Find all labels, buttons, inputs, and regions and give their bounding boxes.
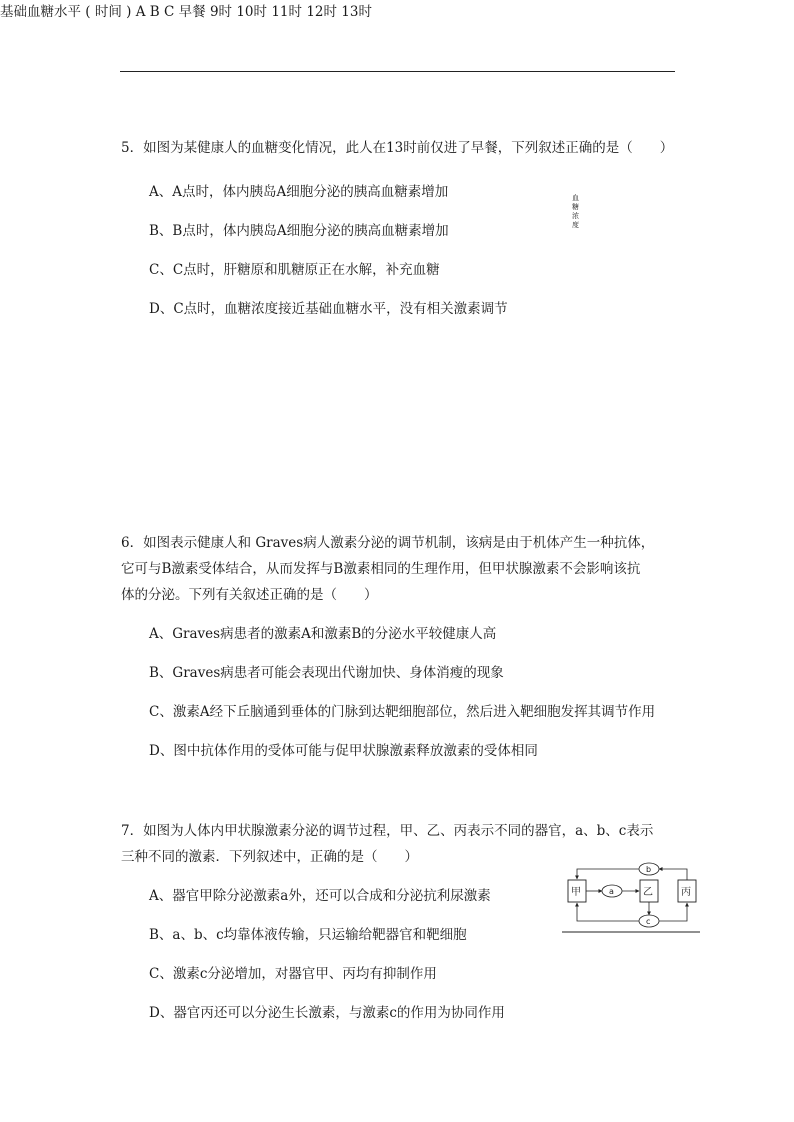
chart-tick-4: 12时 — [306, 4, 337, 20]
chart-point-a: A — [135, 4, 146, 20]
question-6-line-2: 它可与B激素受体结合，从而发挥与B激素相同的生理作用，但甲状腺激素不会影响该抗 — [121, 561, 641, 577]
chart-ylabel-2: 糖 — [572, 203, 579, 211]
question-5-text: 5．如图为某健康人的血糖变化情况，此人在13时前仅进了早餐，下列叙述正确的是（ ） — [121, 140, 674, 156]
q6-option-b: B、Graves病患者可能会表现出代谢加快、身体消瘦的现象 — [149, 665, 504, 681]
blood-glucose-chart — [568, 186, 702, 268]
question-6-stem — [121, 530, 681, 608]
chart-tick-1: 9时 — [209, 4, 233, 20]
chart-tick-2: 10时 — [236, 4, 268, 20]
q7-option-d: D、器官丙还可以分泌生长激素，与激素c的作用为协同作用 — [149, 1005, 505, 1021]
hormone-label-c: c — [646, 917, 651, 926]
question-6-line-1: 6．如图表示健康人和 Graves病人激素分泌的调节机制，该病是由于机体产生一种抗体， — [121, 535, 655, 551]
hormone-label-a: a — [609, 887, 614, 896]
q5-option-a: A、A点时，体内胰岛A细胞分泌的胰高血糖素增加 — [149, 184, 449, 200]
chart-xunit: ( — [85, 4, 91, 20]
q6-option-d: D、图中抗体作用的受体可能与促甲状腺激素释放激素的受体相同 — [149, 743, 538, 759]
question-5-stem — [121, 135, 681, 161]
q6-option-a: A、Graves病患者的激素A和激素B的分泌水平较健康人高 — [149, 626, 497, 642]
organ-label-jia: 甲 — [571, 887, 581, 898]
chart-tick-3: 11时 — [271, 4, 303, 20]
question-7-line-2: 三种不同的激素．下列叙述中，正确的是（ ） — [121, 849, 418, 865]
organ-label-yi: 乙 — [643, 887, 653, 898]
q5-option-d: D、C点时，血糖浓度接近基础血糖水平，没有相关激素调节 — [149, 301, 508, 317]
chart-xunit-close: ) — [126, 4, 132, 20]
thyroid-regulation-diagram — [562, 858, 702, 934]
chart-point-c: C — [164, 4, 175, 20]
arrow-bing-to-b — [659, 869, 687, 880]
q5-option-b: B、B点时，体内胰岛A细胞分泌的胰高血糖素增加 — [149, 223, 449, 239]
arrow-c-to-jia — [577, 903, 639, 921]
chart-ylabel-4: 度 — [572, 221, 579, 229]
chart-point-b: B — [149, 4, 160, 20]
q5-option-c: C、C点时，肝糖原和肌糖原正在水解，补充血糖 — [149, 262, 440, 278]
chart-ylabel-1: 血 — [572, 194, 579, 202]
chart-baseline-label: 基础血糖水平 — [0, 4, 81, 20]
arrow-b-to-jia — [577, 869, 639, 879]
header-rule — [120, 71, 675, 72]
q7-option-b: B、a、b、c均靠体液传输，只运输给靶器官和靶细胞 — [149, 927, 467, 943]
question-7-line-1: 7．如图为人体内甲状腺激素分泌的调节过程，甲、乙、丙表示不同的器官，a、b、c表示 — [121, 823, 654, 839]
question-6-line-3: 体的分泌。下列有关叙述正确的是（ ） — [121, 587, 378, 603]
organ-label-bing: 丙 — [681, 887, 691, 898]
q7-option-c: C、激素c分泌增加，对器官甲、丙均有抑制作用 — [149, 966, 437, 982]
chart-tick-5: 13时 — [341, 4, 372, 20]
chart-tick-0: 早餐 — [178, 4, 206, 20]
chart-ylabel-3: 浓 — [572, 212, 579, 220]
chart-xunit-label: 时间 — [94, 4, 122, 20]
arrow-c-to-bing — [659, 903, 687, 921]
q7-option-a: A、器官甲除分泌激素a外，还可以合成和分泌抗利尿激素 — [149, 888, 491, 904]
q6-option-c: C、激素A经下丘脑通到垂体的门脉到达靶细胞部位，然后进入靶细胞发挥其调节作用 — [149, 704, 656, 720]
hormone-label-b: b — [646, 865, 652, 874]
